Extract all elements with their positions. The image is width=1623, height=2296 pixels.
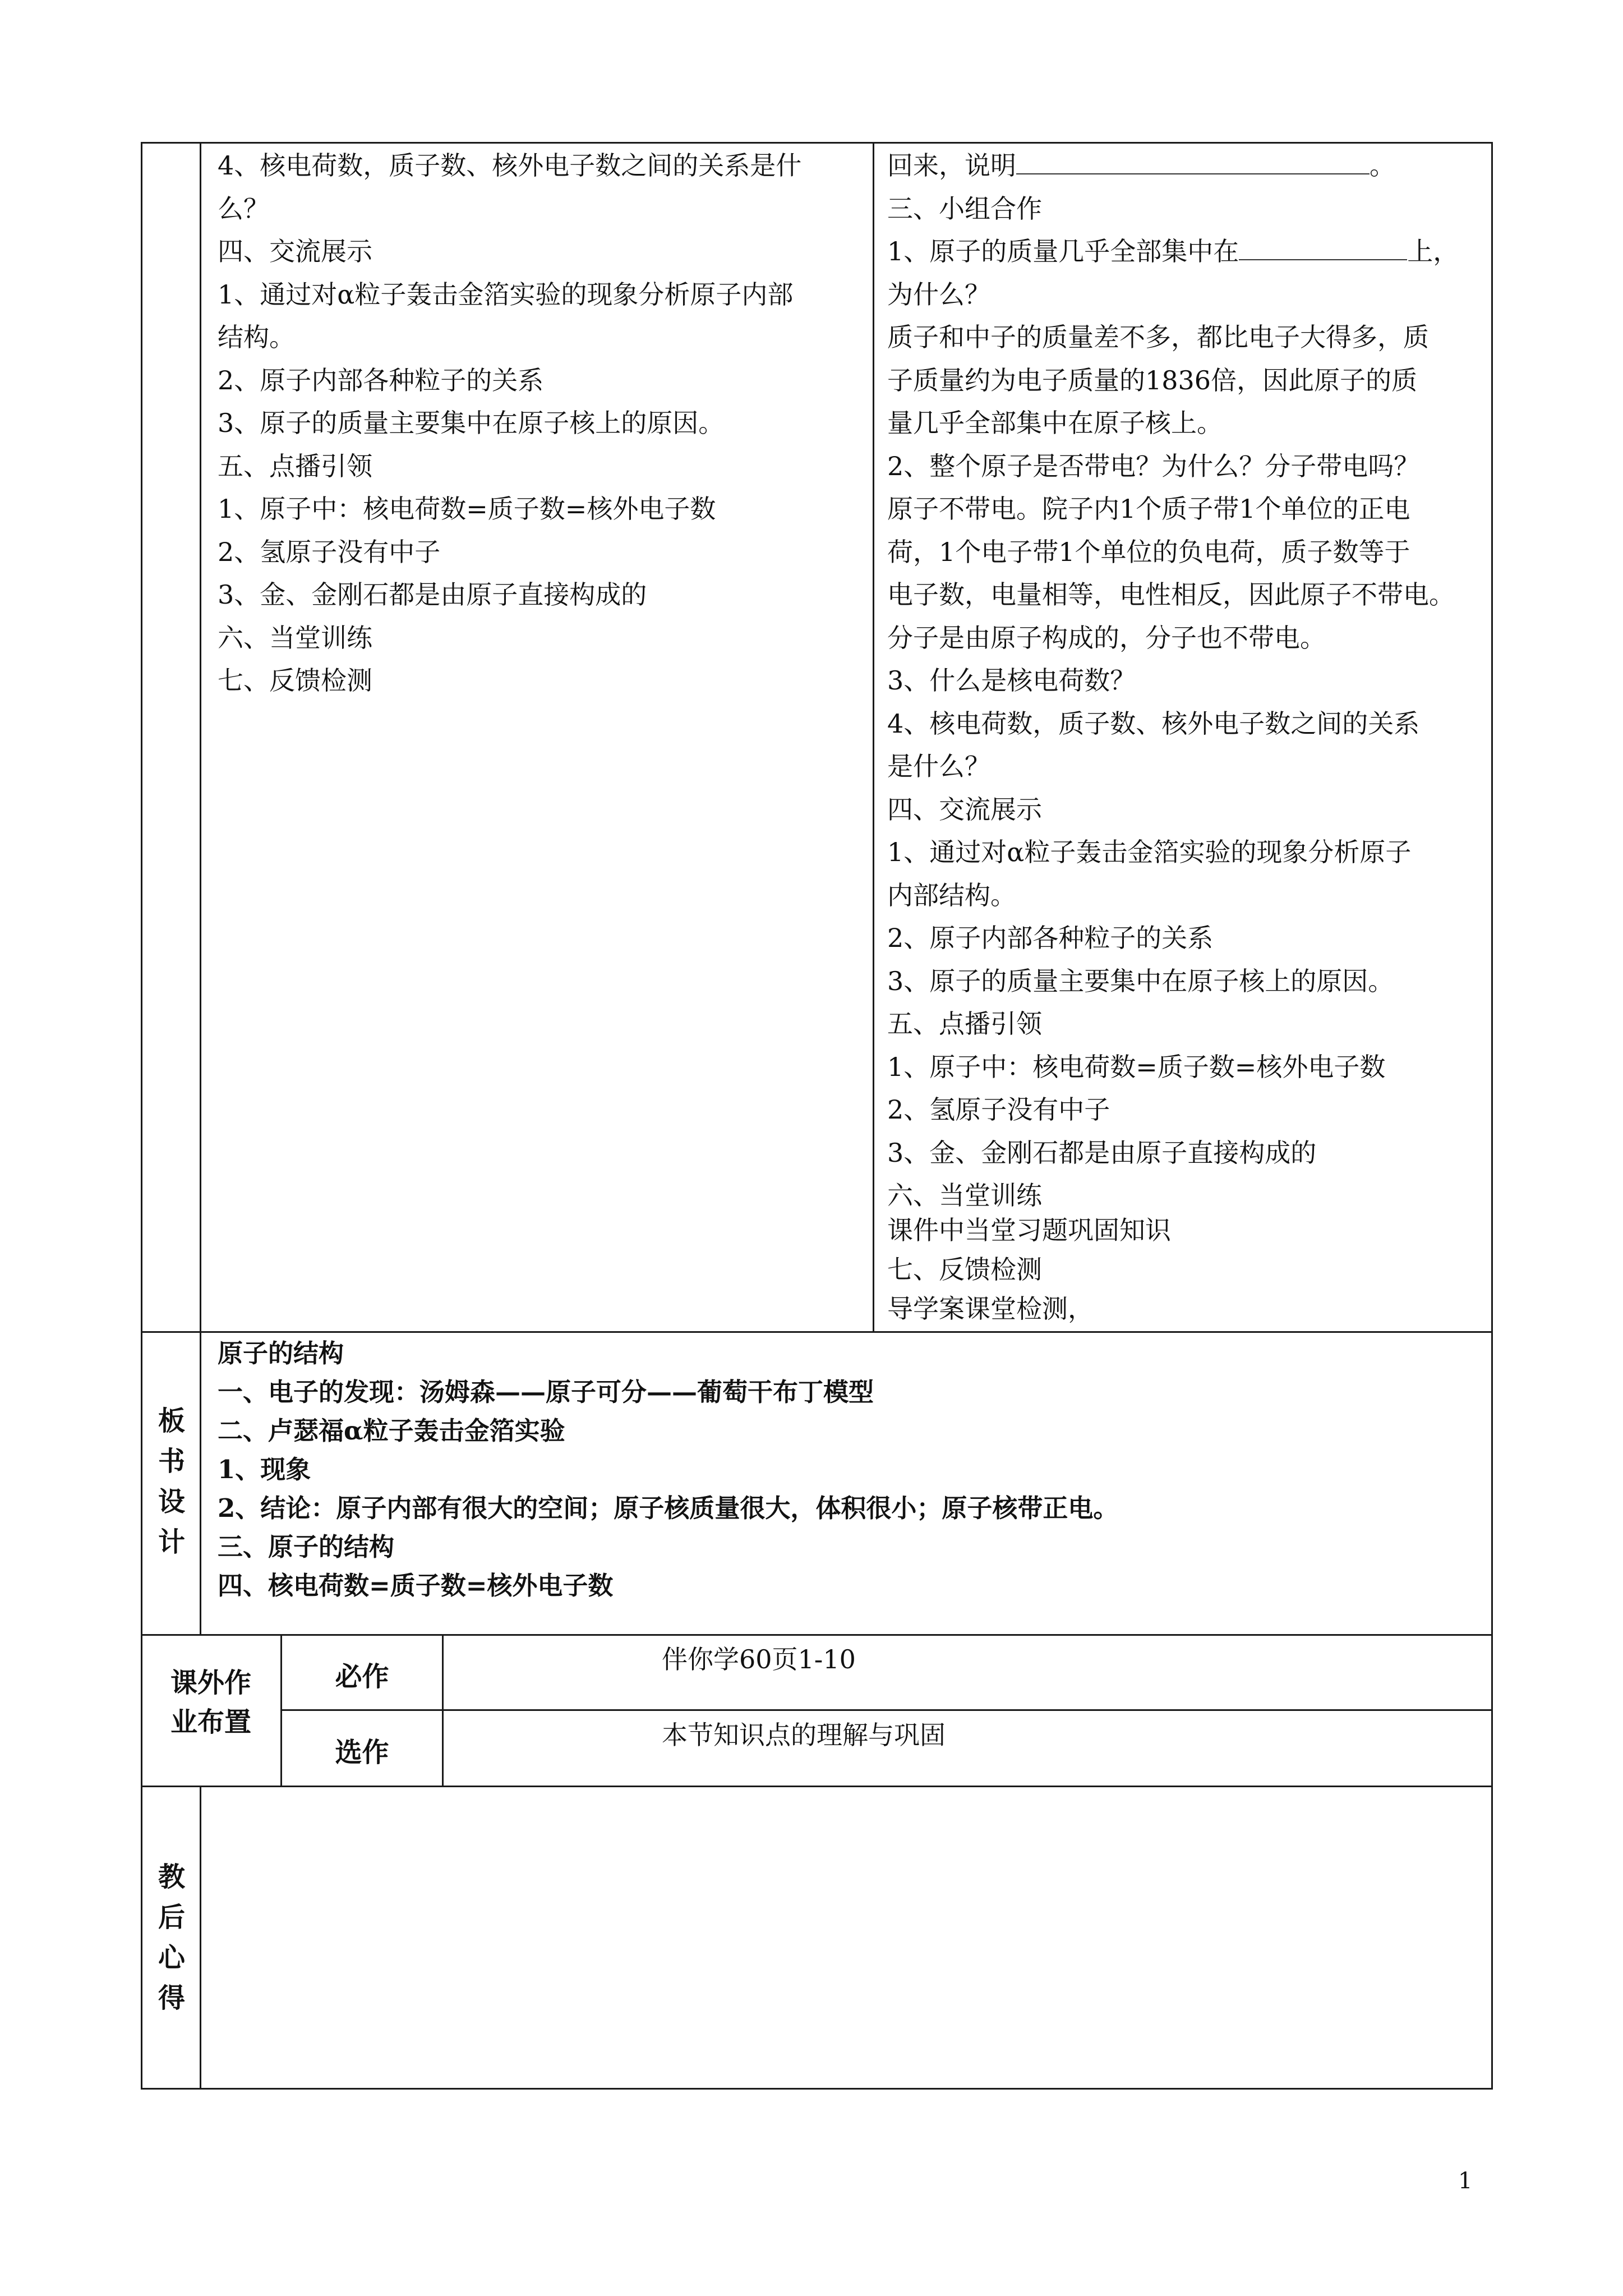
left-text-line: 结构。 <box>218 322 295 352</box>
homework-label: 课外作 业布置 <box>170 1667 251 1738</box>
left-text-line: 四、交流展示 <box>218 236 372 266</box>
left-text-line: 2、氢原子没有中子 <box>218 536 441 567</box>
right-text-line: 量几乎全部集中在原子核上。 <box>887 408 1223 438</box>
board-label-char: 板 <box>158 1405 185 1437</box>
right-text-line: 子质量约为电子质量的1836倍，因此原子的质 <box>887 365 1418 395</box>
optional-content: 本节知识点的理解与巩固 <box>662 1720 946 1750</box>
board-design-line: 1、现象 <box>218 1455 311 1484</box>
right-text-line: 是什么？ <box>887 751 990 781</box>
reflection-label <box>155 1857 188 2018</box>
required-content: 伴你学60页1-10 <box>662 1644 856 1674</box>
table-border-bottom <box>141 2088 1493 2090</box>
row-divider-reflection <box>141 1786 1493 1787</box>
right-tail-line: 七、反馈检测 <box>887 1254 1042 1285</box>
right-text-line: 六、当堂训练 <box>887 1180 1042 1211</box>
board-design-line: 二、卢瑟福α粒子轰击金箔实验 <box>218 1416 565 1446</box>
reflection-label-char: 教 <box>158 1861 185 1893</box>
right-text-line: 1、原子中：核电荷数=质子数=核外电子数 <box>887 1051 1386 1082</box>
row-divider-board <box>141 1331 1493 1333</box>
row-divider-homework-inner <box>280 1709 1493 1711</box>
right-text-line: 内部结构。 <box>887 880 1016 910</box>
middle-column-divider <box>873 142 874 1333</box>
right-text-line: 五、点播引领 <box>887 1009 1042 1039</box>
right-text-line: 2、整个原子是否带电？为什么？分子带电吗？ <box>887 450 1420 481</box>
board-design-line: 原子的结构 <box>218 1338 344 1368</box>
board-label-char: 计 <box>158 1526 185 1558</box>
left-text-line: 2、原子内部各种粒子的关系 <box>218 365 544 395</box>
right-text-line: 2、原子内部各种粒子的关系 <box>887 923 1214 953</box>
left-text-line: 五、点播引领 <box>218 450 372 481</box>
reflection-label-char: 心 <box>158 1942 185 1973</box>
right-tail-line: 课件中当堂习题巩固知识 <box>887 1215 1171 1245</box>
board-label-char: 书 <box>158 1446 185 1477</box>
right-column-tail <box>887 1211 1171 1328</box>
left-text-line: 七、反馈检测 <box>218 665 372 696</box>
label-column-divider-top <box>200 142 201 1636</box>
right-text-line: 4、核电荷数，质子数、核外电子数之间的关系 <box>887 708 1420 739</box>
right-text-line: 质子和中子的质量差不多，都比电子大得多，质 <box>887 322 1429 352</box>
right-text-line: 电子数，电量相等，电性相反，因此原子不带电。 <box>887 579 1455 610</box>
homework-type-divider <box>442 1634 444 1787</box>
left-column-text <box>218 144 801 702</box>
right-question-1: 1、原子的质量几乎全部集中在 上， <box>887 236 1459 266</box>
row-divider-homework <box>141 1634 1493 1636</box>
label-column-divider-bottom <box>200 1786 201 2090</box>
optional-label: 选作 <box>335 1737 389 1768</box>
left-text-line: 1、通过对α粒子轰击金箔实验的现象分析原子内部 <box>218 279 794 310</box>
board-design-line: 四、核电荷数=质子数=核外电子数 <box>218 1571 614 1600</box>
required-label: 必作 <box>335 1661 389 1692</box>
right-text-line: 3、金、金刚石都是由原子直接构成的 <box>887 1137 1317 1168</box>
right-text-line: 四、交流展示 <box>887 794 1042 825</box>
board-design-content <box>218 1334 1118 1605</box>
table-border-left <box>141 142 142 2090</box>
right-first-line: 回来，说明 。 <box>887 150 1395 181</box>
right-tail-line: 导学案课堂检测， <box>887 1294 1094 1324</box>
right-text-line: 3、什么是核电荷数？ <box>887 665 1136 696</box>
table-border-right <box>1491 142 1493 2090</box>
left-text-line: 么？ <box>218 193 269 224</box>
right-text-line: 荷，1个电子带1个单位的负电荷，质子数等于 <box>887 536 1410 567</box>
right-column-text <box>887 144 1459 1217</box>
left-text-line: 3、金、金刚石都是由原子直接构成的 <box>218 579 647 610</box>
left-text-line: 1、原子中：核电荷数=质子数=核外电子数 <box>218 494 716 524</box>
left-text-line: 4、核电荷数，质子数、核外电子数之间的关系是什 <box>218 150 802 181</box>
right-text-line: 3、原子的质量主要集中在原子核上的原因。 <box>887 965 1394 996</box>
page-number: 1 <box>1458 2168 1473 2194</box>
board-design-label <box>155 1401 188 1562</box>
left-text-line: 六、当堂训练 <box>218 622 372 653</box>
right-text-line: 原子不带电。院子内1个质子带1个单位的正电 <box>887 494 1410 524</box>
board-label-char: 设 <box>158 1486 185 1517</box>
left-text-line: 3、原子的质量主要集中在原子核上的原因。 <box>218 408 725 438</box>
right-text-line: 2、氢原子没有中子 <box>887 1094 1110 1125</box>
board-design-line: 2、结论：原子内部有很大的空间；原子核质量很大，体积很小；原子核带正电。 <box>218 1493 1119 1523</box>
right-text-line: 1、通过对α粒子轰击金箔实验的现象分析原子 <box>887 837 1412 867</box>
reflection-label-char: 后 <box>158 1902 185 1933</box>
board-design-line: 一、电子的发现：汤姆森——原子可分——葡萄干布丁模型 <box>218 1377 874 1407</box>
right-section-heading: 三、小组合作 <box>887 193 1042 224</box>
right-text-line: 分子是由原子构成的，分子也不带电。 <box>887 622 1326 653</box>
board-design-line: 三、原子的结构 <box>218 1532 395 1562</box>
reflection-label-char: 得 <box>158 1982 185 2014</box>
table-border-top <box>141 142 1493 144</box>
right-text-line: 为什么？ <box>887 279 990 310</box>
